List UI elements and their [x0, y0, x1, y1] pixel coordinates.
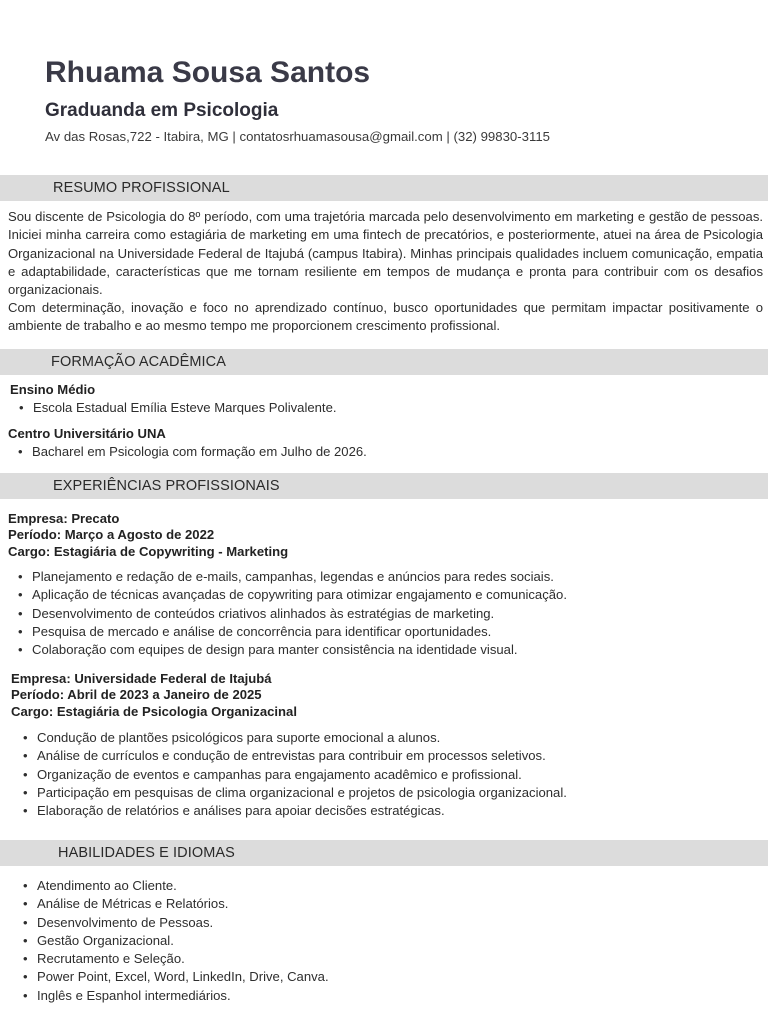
section-title-resumo: RESUMO PROFISSIONAL	[53, 180, 230, 196]
list-item: • Inglês e Espanhol intermediários.	[13, 987, 329, 1005]
list-item: • Elaboração de relatórios e análises para apoiar decisões estratégicas.	[13, 802, 567, 820]
list-item: • Desenvolvimento de Pessoas.	[13, 914, 329, 932]
section-header-experiencias	[0, 473, 768, 499]
experience-company: Empresa: Universidade Federal de Itajubá	[11, 671, 272, 686]
list-item: • Análise de currículos e condução de entrevistas para contribuir em processos seletivos.	[13, 747, 567, 765]
resumo-paragraph-2: Com determinação, inovação e foco no aprendizado contínuo, busco oportunidades que permitam impactar positivamente o ambiente de trabalho e ao mesmo tempo me proporcionem crescimento profissional.	[8, 300, 763, 334]
list-item: • Bacharel em Psicologia com formação em Julho de 2026.	[8, 443, 367, 461]
experience-role: Cargo: Estagiária de Psicologia Organizacinal	[11, 703, 297, 719]
candidate-title: Graduanda em Psicologia	[45, 100, 279, 121]
list-item: • Desenvolvimento de conteúdos criativos alinhados às estratégias de marketing.	[8, 605, 567, 623]
experience-details	[8, 511, 288, 560]
list-item: • Planejamento e redação de e-mails, campanhas, legendas e anúncios para redes sociais.	[8, 568, 567, 586]
list-item: • Colaboração com equipes de design para manter consistência na identidade visual.	[8, 641, 567, 659]
experience-period: Período: Abril de 2023 a Janeiro de 2025	[11, 687, 262, 703]
list-item: • Aplicação de técnicas avançadas de copywriting para otimizar engajamento e comunicação.	[8, 586, 567, 604]
list-item: • Condução de plantões psicológicos para suporte emocional a alunos.	[13, 729, 567, 747]
section-header-habilidades	[0, 840, 768, 866]
list-item: • Pesquisa de mercado e análise de concorrência para identificar oportunidades.	[8, 623, 567, 641]
formacao-title: Ensino Médio	[10, 382, 96, 397]
list-item: • Escola Estadual Emília Esteve Marques Polivalente.	[9, 399, 337, 417]
section-title-experiencias: EXPERIÊNCIAS PROFISSIONAIS	[53, 478, 280, 494]
list-item: • Participação em pesquisas de clima organizacional e projetos de psicologia organizacional.	[13, 784, 567, 802]
list-item: • Organização de eventos e campanhas para engajamento acadêmico e profissional.	[13, 766, 567, 784]
experience-tasks	[8, 568, 567, 659]
experience-role: Cargo: Estagiária de Copywriting - Marketing	[8, 543, 289, 559]
list-item: • Gestão Organizacional.	[13, 932, 329, 950]
candidate-name: Rhuama Sousa Santos	[45, 56, 371, 89]
contact-info: Av das Rosas,722 - Itabira, MG | contatosrhuamasousa@gmail.com | (32) 99830-3115	[45, 129, 551, 144]
skills-list	[13, 877, 329, 1005]
formacao-title: Centro Universitário UNA	[8, 426, 166, 441]
section-title-formacao: FORMAÇÃO ACADÊMICA	[51, 354, 227, 370]
formacao-list	[9, 399, 337, 417]
section-header-formacao	[0, 349, 768, 375]
experience-period: Período: Março a Agosto de 2022	[8, 527, 215, 543]
section-header-resumo	[0, 175, 768, 201]
resumo-paragraph-1: Sou discente de Psicologia do 8º período, com uma trajetória marcada pelo desenvolvimento em marketing e gestão de pessoas. Iniciei minha carreira como estagiária de marketing em uma fintech de precatórios, e posteriormente, atuei na área de Psicologia Organizacional na Universidade Federal de Itajubá (campus Itabira). Minhas principais qualidades incluem comunicação, empatia e adaptabilidade, características que me tornam resiliente em tempos de mudança e pronta para contribuir com os desafios organizacionais.	[8, 209, 763, 298]
experience-tasks	[13, 729, 567, 820]
list-item: • Power Point, Excel, Word, LinkedIn, Drive, Canva.	[13, 968, 329, 986]
section-title-habilidades: HABILIDADES E IDIOMAS	[58, 845, 235, 861]
list-item: • Atendimento ao Cliente.	[13, 877, 329, 895]
experience-company: Empresa: Precato	[8, 511, 120, 526]
list-item: • Análise de Métricas e Relatórios.	[13, 895, 329, 913]
list-item: • Recrutamento e Seleção.	[13, 950, 329, 968]
formacao-list	[8, 443, 367, 461]
experience-details	[11, 671, 297, 720]
